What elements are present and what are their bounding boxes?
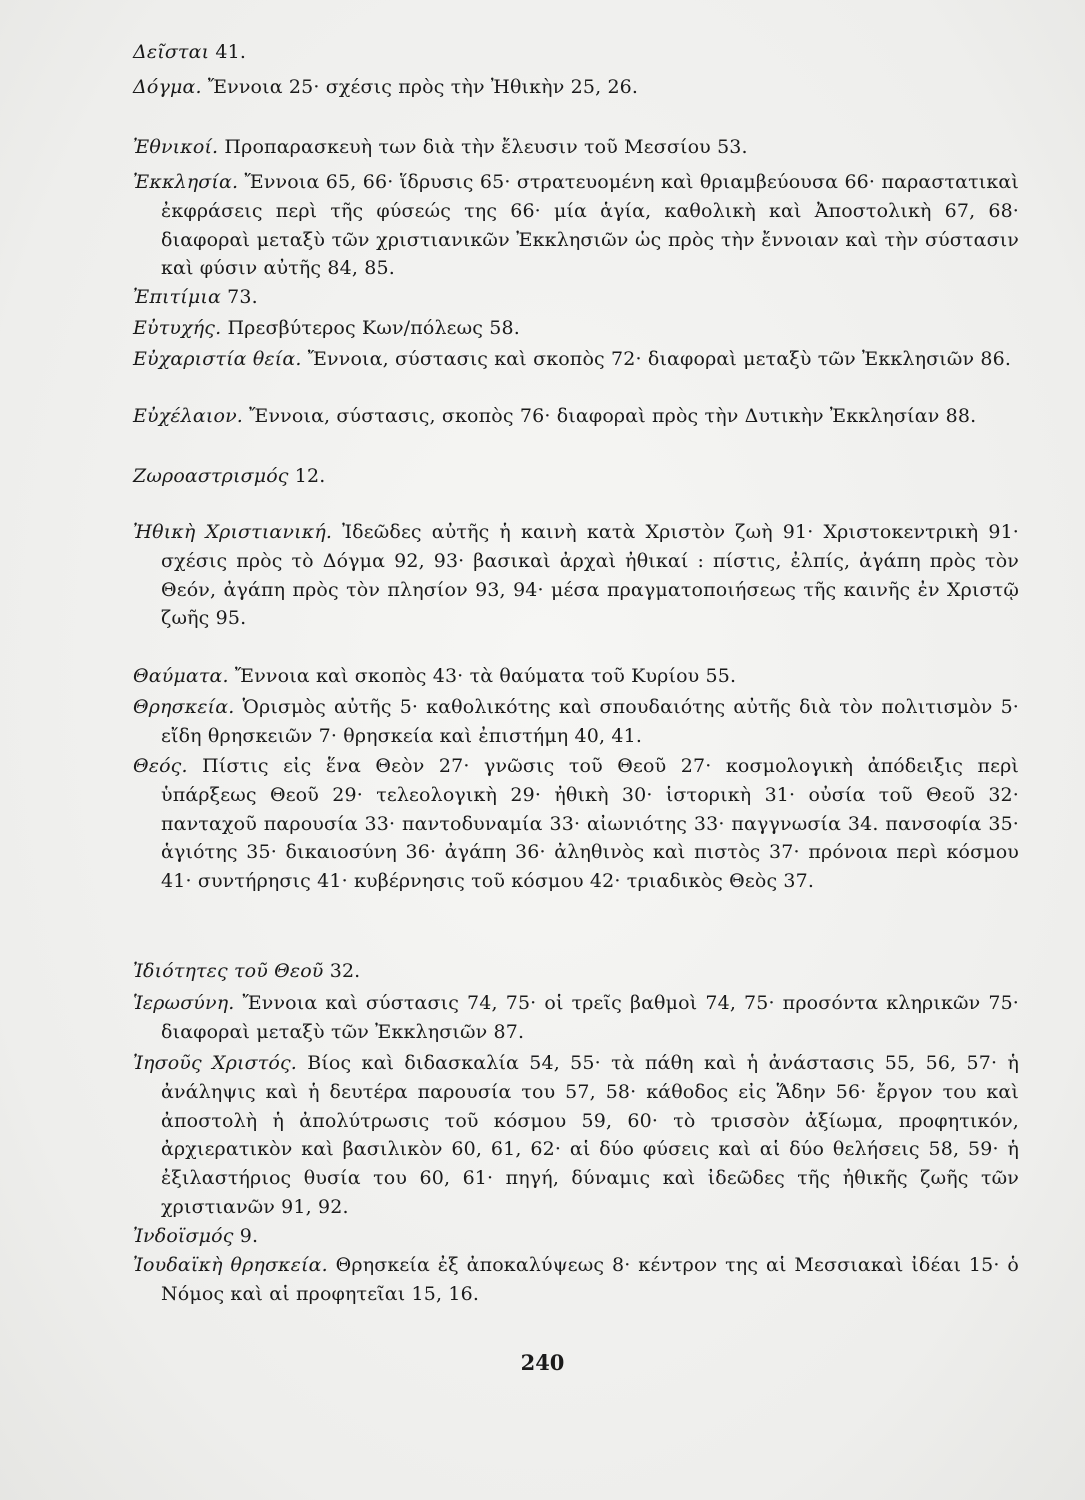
entry-term: Θρησκεία.: [133, 696, 235, 718]
index-entry: [133, 38, 1019, 67]
index-entry: [133, 989, 1019, 1047]
entry-text: Ἔννοια καὶ σύστασις 74, 75· οἱ τρεῖς βαθμοὶ 74, 75· προσόντα κληρικῶν 75· διαφοραὶ μεταξὺ τῶν Ἐκκλησιῶν 87.: [161, 992, 1019, 1043]
entry-term: Ζωροαστρισμός: [133, 465, 289, 487]
entry-text: Ἔννοια καὶ σκοπὸς 43· τὰ θαύματα τοῦ Κυρίου 55.: [228, 665, 737, 687]
entry-term: Ἰδιότητες τοῦ Θεοῦ: [133, 960, 324, 982]
entry-term: Δεῖσται: [133, 41, 210, 63]
index-entry: [133, 133, 1019, 162]
entry-text: 73.: [220, 286, 258, 308]
entry-text: Πίστις εἰς ἕνα Θεὸν 27· γνῶσις τοῦ Θεοῦ 27· κοσμολογικὴ ἀπόδειξις περὶ ὑπάρξεως Θεοῦ 29· τελεολογικὴ 29· ἠθικὴ 30· ἱστορικὴ 31· οὐσία τοῦ Θεοῦ 32· πανταχοῦ παρουσία 33· παντοδυναμία 33· αἰωνιότης 33· παγγνωσία 34. πανσοφία 35· ἁγιότης 35· δικαιοσύνη 36· ἀγάπη 36· ἀληθινὸς καὶ πιστὸς 37· πρόνοια περὶ κόσμου 41· συντήρησις 41· κυβέρνησις τοῦ κόσμου 42· τριαδικὸς Θεὸς 37.: [161, 755, 1019, 893]
entry-term: Ἰνδοϊσμός: [133, 1225, 234, 1247]
entry-term: Ἰουδαϊκὴ θρησκεία.: [133, 1254, 328, 1276]
entry-text: Πρεσβύτερος Κων/πόλεως 58.: [221, 317, 520, 339]
entry-text: 12.: [288, 465, 326, 487]
entry-term: Ἐκκλησία.: [133, 171, 239, 193]
page-number: 240: [520, 1350, 565, 1375]
entry-text: Θρησκεία ἐξ ἀποκαλύψεως 8· κέντρον της αἱ Μεσσιακαὶ ἰδέαι 15· ὁ Νόμος καὶ αἱ προφητεῖαι 15, 16.: [161, 1254, 1019, 1305]
entry-term: Ἰησοῦς Χριστός.: [133, 1052, 297, 1074]
index-entry: [133, 402, 1019, 431]
index-entry: [133, 283, 1019, 312]
entry-term: Ἱερωσύνη.: [133, 992, 235, 1014]
index-entry: [133, 1222, 1019, 1251]
index-entry: [133, 518, 1019, 633]
entry-term: Ἐπιτίμια: [133, 286, 221, 308]
entry-text: 9.: [233, 1225, 259, 1247]
entry-term: Θεός.: [133, 755, 188, 777]
entry-text: Ἔννοια 25· σχέσις πρὸς τὴν Ἠθικὴν 25, 26.: [201, 76, 639, 98]
entry-term: Δόγμα.: [133, 76, 202, 98]
index-entry: [133, 314, 1019, 343]
entry-text: Ἰδεῶδες αὐτῆς ἡ καινὴ κατὰ Χριστὸν ζωὴ 91· Χριστοκεντρικὴ 91· σχέσις πρὸς τὸ Δόγμα 92, 93· βασικαὶ ἀρχαὶ ἠθικαί : πίστις, ἐλπίς, ἀγάπη πρὸς τὸν Θεόν, ἀγάπη πρὸς τὸν πλησίον 93, 94· μέσα πραγματοποιήσεως τῆς καινῆς ἐν Χριστῷ ζωῆς 95.: [161, 521, 1019, 630]
entry-term: Εὐχέλαιον.: [133, 405, 243, 427]
entry-term: Θαύματα.: [133, 665, 229, 687]
entry-text: 41.: [209, 41, 247, 63]
index-entry: [133, 168, 1019, 283]
index-entry: [133, 693, 1019, 751]
entry-term: Ἠθικὴ Χριστιανική.: [133, 521, 333, 543]
index-entry: [133, 1049, 1019, 1222]
entry-text: Βίος καὶ διδασκαλία 54, 55· τὰ πάθη καὶ ἡ ἀνάστασις 55, 56, 57· ἡ ἀνάληψις καὶ ἡ δευτέρα παρουσία του 57, 58· κάθοδος εἰς Ἅδην 56· ἔργον του καὶ ἀποστολὴ ἡ ἀπολύτρωσις τοῦ κόσμου 59, 60· τὸ τρισσὸν ἀξίωμα, προφητικόν, ἀρχιερατικὸν καὶ βασιλικὸν 60, 61, 62· αἱ δύο φύσεις καὶ αἱ δύο θελήσεις 58, 59· ἡ ἐξιλαστήριος θυσία του 60, 61· πηγή, δύναμις καὶ ἰδεῶδες τῆς ἠθικῆς ζωῆς τῶν χριστιανῶν 91, 92.: [161, 1052, 1019, 1218]
entry-text: Ὁρισμὸς αὐτῆς 5· καθολικότης καὶ σπουδαιότης αὐτῆς διὰ τὸν πολιτισμὸν 5· εἴδη θρησκειῶν 7· θρησκεία καὶ ἐπιστήμη 40, 41.: [161, 696, 1019, 747]
index-entry: [133, 462, 1019, 491]
entry-term: Ἐθνικοί.: [133, 136, 219, 158]
entry-term: Εὐχαριστία θεία.: [133, 348, 302, 370]
index-entry: [133, 957, 1019, 986]
index-entry: [133, 1251, 1019, 1309]
entry-term: Εὐτυχής.: [133, 317, 222, 339]
entry-text: Ἔννοια, σύστασις, σκοπὸς 76· διαφοραὶ πρὸς τὴν Δυτικὴν Ἐκκλησίαν 88.: [242, 405, 977, 427]
index-entry: [133, 752, 1019, 896]
entry-text: Ἔννοια, σύστασις καὶ σκοπὸς 72· διαφοραὶ μεταξὺ τῶν Ἐκκλησιῶν 86.: [301, 348, 1012, 370]
index-entry: [133, 662, 1019, 691]
index-entry: [133, 345, 1019, 374]
entry-text: Ἔννοια 65, 66· ἵδρυσις 65· στρατευομένη καὶ θριαμβεύουσα 66· παραστατικαὶ ἐκφράσεις περὶ τῆς φύσεώς της 66· μία ἁγία, καθολικὴ καὶ Ἀποστολικὴ 67, 68· διαφοραὶ μεταξὺ τῶν χριστιανικῶν Ἐκκλησιῶν ὡς πρὸς τὴν ἔννοιαν καὶ τὴν σύστασιν καὶ φύσιν αὐτῆς 84, 85.: [161, 171, 1019, 280]
index-entry: [133, 73, 1019, 102]
entry-text: 32.: [323, 960, 361, 982]
entry-text: Προπαρασκευὴ των διὰ τὴν ἔλευσιν τοῦ Μεσσίου 53.: [218, 136, 748, 158]
